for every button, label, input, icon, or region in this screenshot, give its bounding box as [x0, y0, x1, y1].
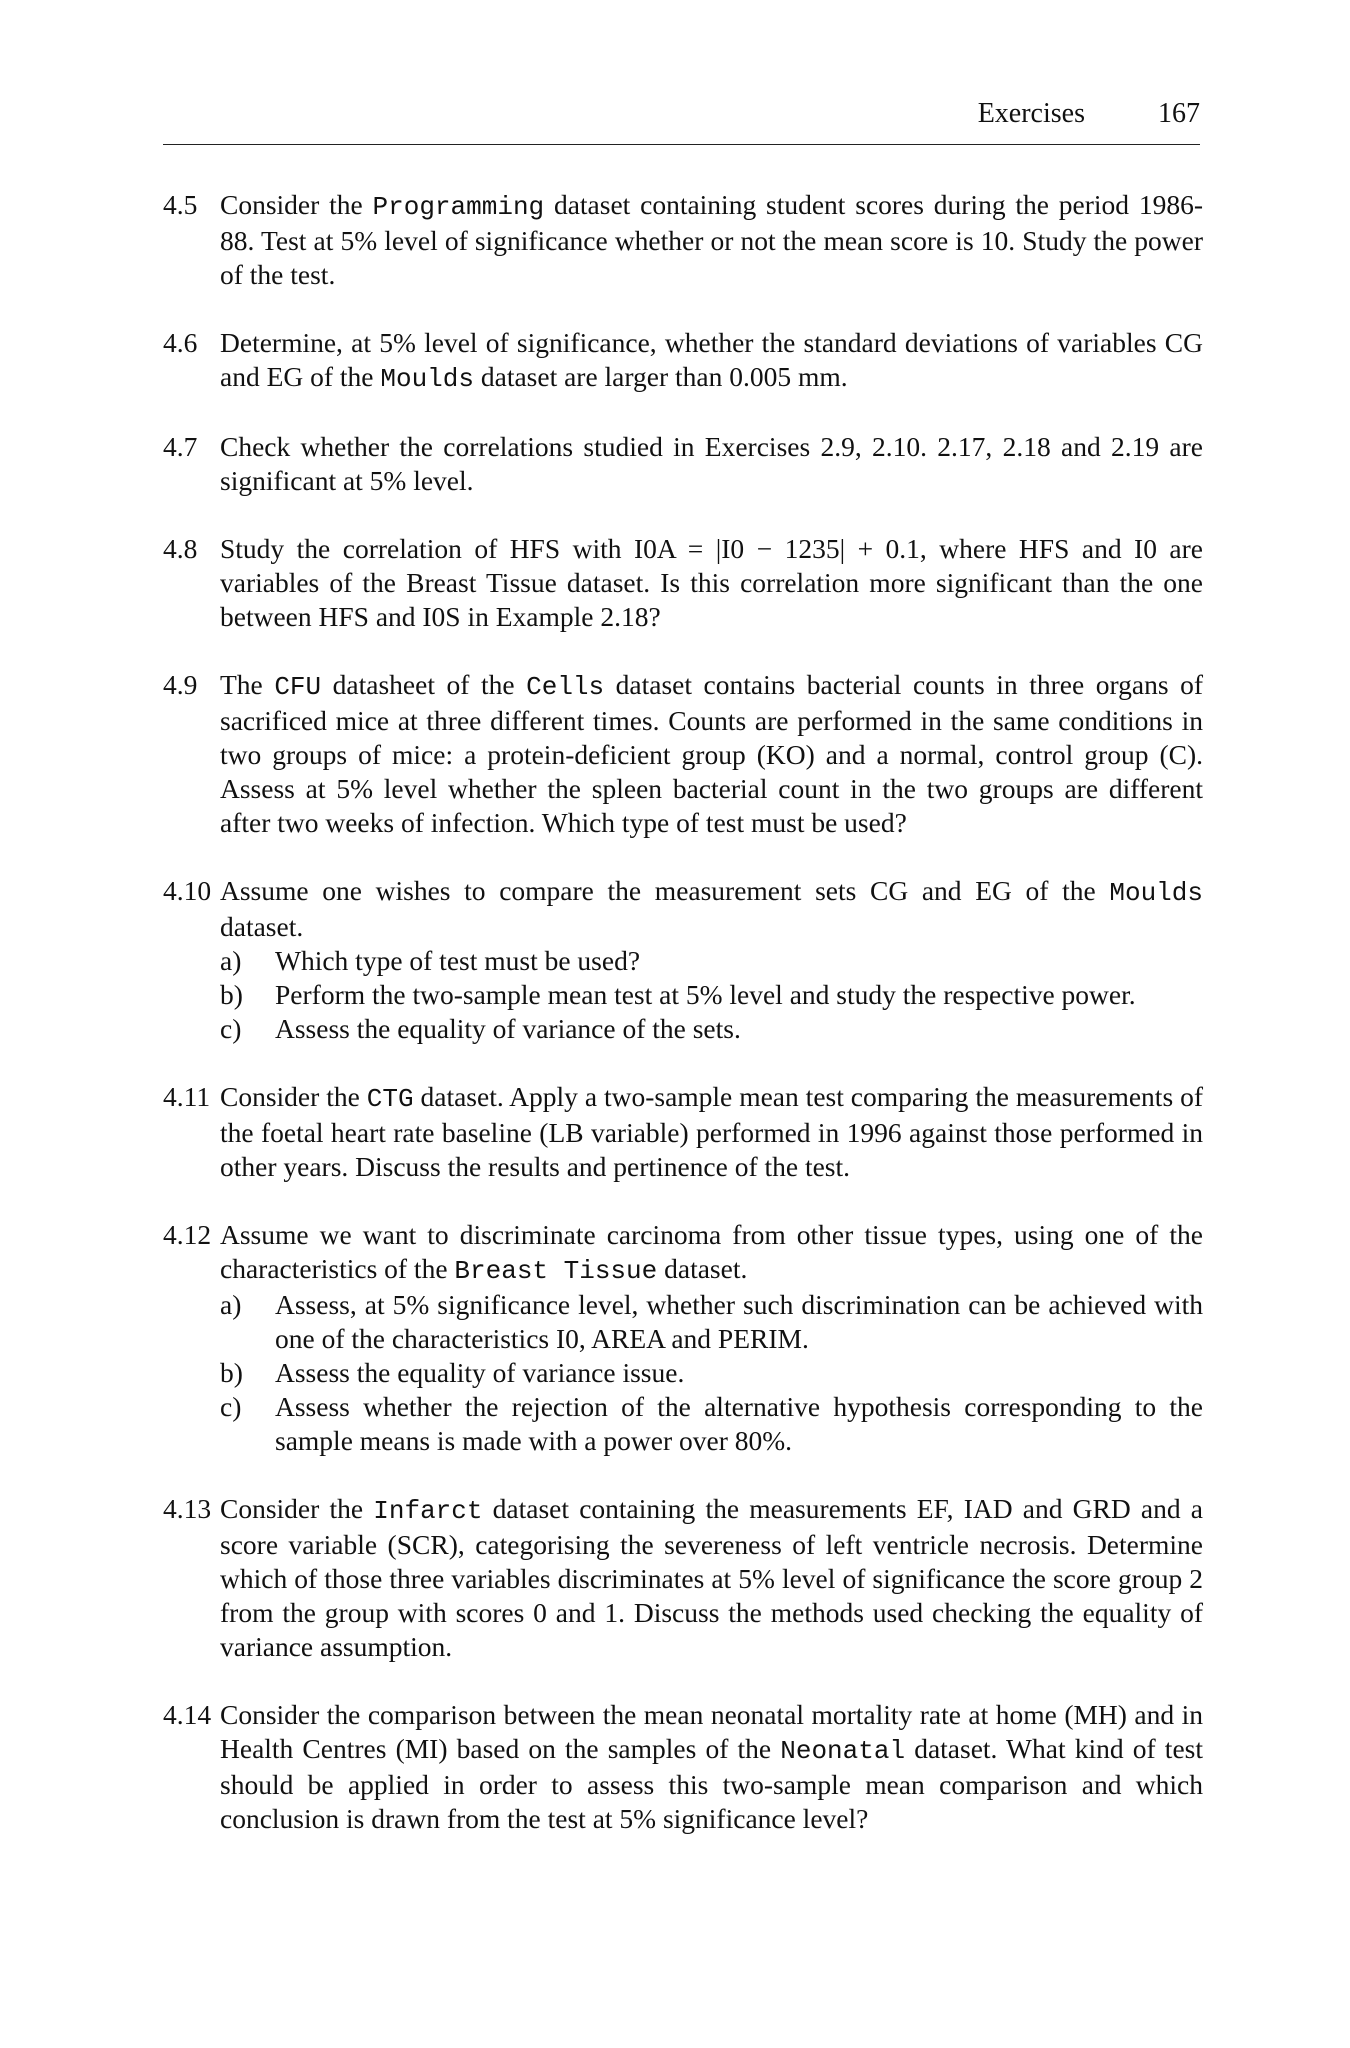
sub-item-text: Assess the equality of variance of the sets. — [275, 1013, 741, 1044]
exercise-text — [220, 1492, 1203, 1664]
exercise-text — [220, 874, 1203, 944]
exercise-text — [220, 532, 1203, 634]
exercise-text — [220, 1698, 1203, 1836]
page-number: 167 — [1158, 98, 1200, 129]
sub-item-letter: c) — [220, 1391, 242, 1422]
sub-item-letter: c) — [220, 1013, 242, 1044]
exercise-4-8 — [163, 532, 1203, 634]
exercise-text — [220, 430, 1203, 498]
exercise-4-14 — [163, 1698, 1203, 1836]
sub-item-text: Assess, at 5% significance level, whether such discrimination can be achieved with one of the characteristics I0, AREA and PERIM. — [275, 1289, 1203, 1354]
sub-item-text: Perform the two-sample mean test at 5% level and study the respective power. — [275, 979, 1136, 1010]
exercise-number: 4.12 — [163, 1219, 212, 1250]
exercise-number: 4.11 — [163, 1081, 211, 1112]
text-run: Consider the — [220, 1081, 367, 1112]
exercise-text — [220, 188, 1203, 292]
exercise-number: 4.5 — [163, 189, 198, 220]
exercise-4-13 — [163, 1492, 1203, 1664]
sub-item-letter: b) — [220, 1357, 243, 1388]
sub-item-letter: b) — [220, 979, 243, 1010]
exercise-text — [220, 1080, 1203, 1184]
exercise-text — [220, 326, 1203, 396]
exercise-list — [163, 188, 1203, 1870]
sub-item — [220, 1390, 1203, 1458]
text-run: dataset. — [220, 911, 304, 942]
text-run: Consider the — [220, 189, 373, 220]
dataset-name: Moulds — [380, 364, 474, 394]
sub-item — [220, 1012, 1203, 1046]
sub-item-text: Assess the equality of variance issue. — [275, 1357, 685, 1388]
sub-item-letter: a) — [220, 945, 242, 976]
dataset-name: Moulds — [1109, 878, 1203, 908]
text-run: dataset. — [657, 1253, 748, 1284]
exercise-4-9 — [163, 668, 1203, 840]
text-run: Study the correlation of HFS with I0A = |I0 − 1235| + 0.1, where HFS and I0 are variables of the Breast Tissue dataset. Is this correlation more significant than the one between HFS and I0S in Example 2.18? — [220, 533, 1203, 632]
sub-item — [220, 944, 1203, 978]
dataset-name: Breast Tissue — [454, 1256, 658, 1286]
exercise-text — [220, 668, 1203, 840]
sub-item — [220, 978, 1203, 1012]
exercise-4-5 — [163, 188, 1203, 292]
exercise-4-7 — [163, 430, 1203, 498]
text-run: dataset contains bacterial counts in three organs of sacrificed mice at three different times. Counts are performed in the same conditions in two groups of mice: a protein-deficient group (KO) and a normal, control group (C). Assess at 5% level whether the spleen bacterial count in the two groups are different after two weeks of infection. Which type of test must be used? — [220, 669, 1203, 838]
dataset-name: CTG — [366, 1084, 414, 1114]
exercise-text — [220, 1218, 1203, 1288]
text-run: The — [220, 669, 275, 700]
section-title: Exercises — [977, 98, 1085, 129]
exercise-number: 4.13 — [163, 1493, 212, 1524]
exercise-number: 4.8 — [163, 533, 198, 564]
running-header — [163, 98, 1200, 145]
sub-item-text: Which type of test must be used? — [275, 945, 641, 976]
exercise-4-11 — [163, 1080, 1203, 1184]
text-run: dataset are larger than 0.005 mm. — [474, 361, 848, 392]
sub-item-text: Assess whether the rejection of the alternative hypothesis corresponding to the sample means is made with a power over 80%. — [275, 1391, 1203, 1456]
text-run: dataset containing the measurements EF, IAD and GRD and a score variable (SCR), categorising the severeness of left ventricle necrosis. Determine which of those three variables discriminates at 5% level of significance the score group 2 from the group with scores 0 and 1. Discuss the methods used checking the equality of variance assumption. — [220, 1493, 1203, 1662]
sub-item — [220, 1288, 1203, 1356]
exercise-number: 4.6 — [163, 327, 198, 358]
exercise-4-6 — [163, 326, 1203, 396]
text-run: dataset. Apply a two-sample mean test comparing the measurements of the foetal heart rate baseline (LB variable) performed in 1996 against those performed in other years. Discuss the results and pertinence of the test. — [220, 1081, 1203, 1182]
text-run: dataset containing student scores during the period 1986-88. Test at 5% level of significance whether or not the mean score is 10. Study the power of the test. — [220, 189, 1203, 290]
dataset-name: Programming — [372, 192, 545, 222]
dataset-name: Cells — [526, 672, 605, 702]
sub-item — [220, 1356, 1203, 1390]
dataset-name: Neonatal — [780, 1736, 906, 1766]
text-run: Consider the — [220, 1493, 374, 1524]
dataset-name: Infarct — [373, 1496, 483, 1526]
exercise-4-10 — [163, 874, 1203, 1046]
text-run: Consider the comparison between the mean neonatal mortality rate at home (MH) and in Health Centres (MI) based on the samples of the — [220, 1699, 1203, 1764]
text-run: datasheet of the — [321, 669, 527, 700]
datasheet-name: CFU — [274, 672, 322, 702]
sub-item-letter: a) — [220, 1289, 242, 1320]
exercise-4-12 — [163, 1218, 1203, 1458]
text-run: dataset. What kind of test should be applied in order to assess this two-sample mean comparison and which conclusion is drawn from the test at 5% significance level? — [220, 1733, 1203, 1834]
text-run: Assume one wishes to compare the measurement sets CG and EG of the — [220, 875, 1110, 906]
text-run: Determine, at 5% level of significance, whether the standard deviations of variables CG and EG of the — [220, 327, 1203, 392]
exercise-number: 4.10 — [163, 875, 212, 906]
exercise-number: 4.9 — [163, 669, 198, 700]
exercise-number: 4.7 — [163, 431, 198, 462]
text-run: Assume we want to discriminate carcinoma from other tissue types, using one of the characteristics of the — [220, 1219, 1203, 1284]
text-run: Check whether the correlations studied in Exercises 2.9, 2.10. 2.17, 2.18 and 2.19 are significant at 5% level. — [220, 431, 1203, 496]
exercise-number: 4.14 — [163, 1699, 212, 1730]
